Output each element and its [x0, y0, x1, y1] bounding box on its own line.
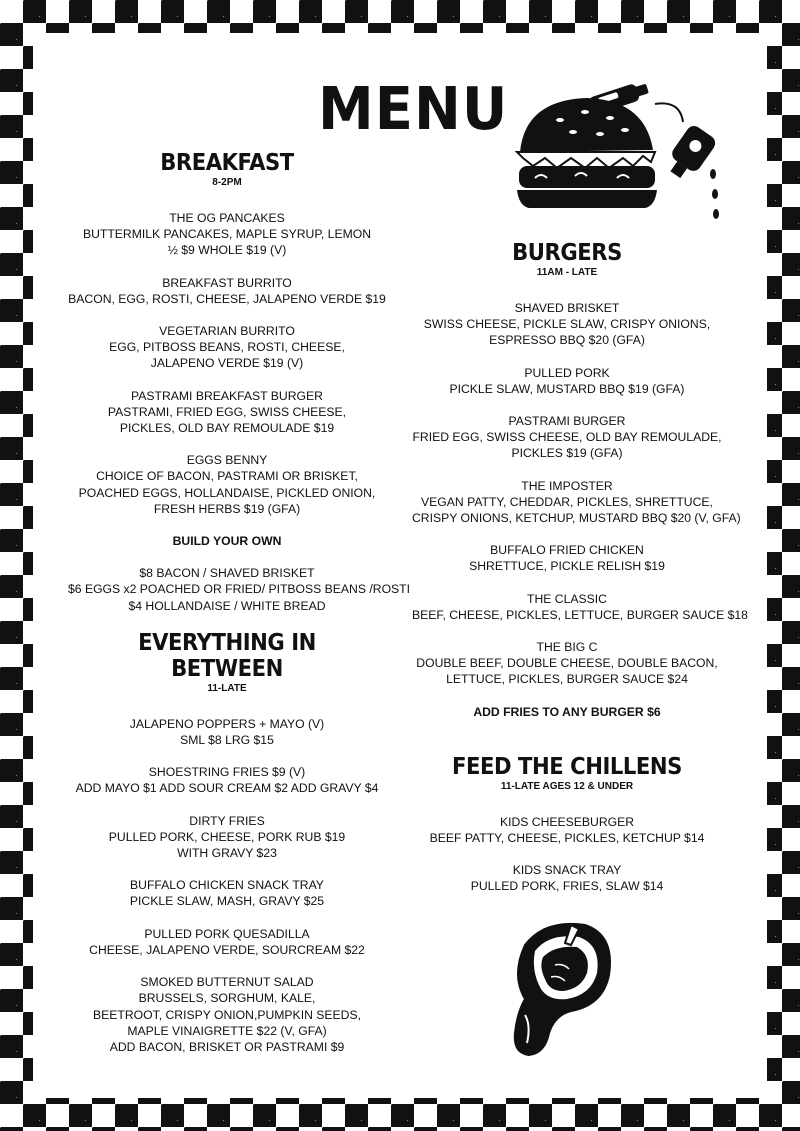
- menu-item: [412, 542, 722, 574]
- item-name: SMOKED BUTTERNUT SALAD: [140, 975, 314, 990]
- menu-item: [68, 275, 386, 307]
- burger-illustration-icon: [505, 82, 730, 232]
- item-desc: BRUSSELS, SORGHUM, KALE,: [138, 991, 316, 1006]
- item-name: THE CLASSIC: [527, 591, 607, 606]
- menu-item: [68, 716, 386, 748]
- item-desc: SML $8 LRG $15: [180, 733, 274, 748]
- item-name: DIRTY FRIES: [189, 813, 265, 828]
- item-name: BREAKFAST BURRITO: [162, 275, 292, 290]
- item-desc: PICKLE SLAW, MUSTARD BBQ $19 (GFA): [449, 381, 685, 396]
- item-name: SHAVED BRISKET: [514, 301, 620, 315]
- item-name: PASTRAMI BURGER: [508, 414, 626, 429]
- page-title: MENU: [318, 75, 509, 144]
- add-fries-note: ADD FRIES TO ANY BURGER $6: [473, 704, 661, 719]
- item-name: BUFFALO CHICKEN SNACK TRAY: [130, 878, 324, 893]
- item-desc: VEGAN PATTY, CHEDDAR, PICKLES, SHRETTUCE,: [421, 494, 713, 509]
- menu-item: [412, 814, 722, 846]
- left-column: [68, 150, 411, 1071]
- item-desc: EGG, PITBOSS BEANS, ROSTI, CHEESE,: [109, 340, 345, 355]
- item-desc: LETTUCE, PICKLES, BURGER SAUCE $24: [446, 672, 688, 687]
- breakfast-title: BREAKFAST: [160, 150, 294, 176]
- item-desc: PASTRAMI, FRIED EGG, SWISS CHEESE,: [107, 404, 347, 419]
- item-desc: FRESH HERBS $19 (GFA): [153, 501, 301, 516]
- menu-item: [68, 323, 386, 372]
- burgers-hours: 11AM - LATE: [536, 267, 598, 278]
- item-desc: SWISS CHEESE, PICKLE SLAW, CRISPY ONIONS,: [423, 317, 711, 332]
- extra-line: $6 EGGS x2 POACHED OR FRIED/ PITBOSS BEANS /ROSTI: [68, 582, 411, 597]
- item-desc: BEEF, CHEESE, PICKLES, LETTUCE, BURGER SAUCE $18: [412, 607, 748, 622]
- item-name: SHOESTRING FRIES $9 (V): [148, 765, 306, 780]
- item-name: THE OG PANCAKES: [169, 211, 285, 225]
- burgers-title: BURGERS: [512, 240, 622, 266]
- item-name: THE BIG C: [536, 640, 598, 655]
- item-desc: JALAPENO VERDE $19 (V): [150, 356, 304, 371]
- right-column: [412, 240, 748, 911]
- item-name: PULLED PORK: [524, 365, 610, 380]
- item-desc: CHEESE, JALAPENO VERDE, SOURCREAM $22: [89, 942, 365, 957]
- item-desc: PULLED PORK, CHEESE, PORK RUB $19: [108, 829, 346, 844]
- item-desc: DOUBLE BEEF, DOUBLE CHEESE, DOUBLE BACON,: [416, 656, 718, 671]
- item-desc: SHRETTUCE, PICKLE RELISH $19: [469, 559, 665, 574]
- item-name: KIDS SNACK TRAY: [512, 863, 622, 878]
- build-your-own-heading: BUILD YOUR OWN: [172, 534, 282, 549]
- item-desc: BUTTERMILK PANCAKES, MAPLE SYRUP, LEMON: [82, 227, 372, 242]
- item-name: PULLED PORK QUESADILLA: [144, 926, 310, 941]
- item-desc: ADD BACON, BRISKET OR PASTRAMI $9: [109, 1039, 345, 1054]
- item-desc: ADD MAYO $1 ADD SOUR CREAM $2 ADD GRAVY $4: [75, 781, 379, 796]
- extra-line: $4 HOLLANDAISE / WHITE BREAD: [128, 598, 326, 613]
- menu-item: [68, 210, 386, 259]
- item-desc: BEETROOT, CRISPY ONION,PUMPKIN SEEDS,: [93, 1007, 361, 1022]
- item-desc: MAPLE VINAIGRETTE $22 (V, GFA): [127, 1023, 327, 1038]
- menu-item: [412, 365, 722, 397]
- item-desc: ½ $9 WHOLE $19 (V): [167, 243, 287, 258]
- steak-illustration-icon: [505, 915, 625, 1065]
- breakfast-hours: 8-2PM: [212, 177, 242, 188]
- item-desc: PICKLE SLAW, MASH, GRAVY $25: [129, 894, 325, 909]
- item-desc: PULLED PORK, FRIES, SLAW $14: [470, 879, 664, 894]
- build-your-own-extras: [68, 565, 411, 614]
- item-name: BUFFALO FRIED CHICKEN: [490, 543, 644, 558]
- item-desc: PICKLES $19 (GFA): [511, 446, 623, 461]
- item-name: JALAPENO POPPERS + MAYO (V): [129, 716, 325, 731]
- menu-item: [412, 300, 722, 349]
- menu-item: [412, 591, 748, 623]
- item-name: EGGS BENNY: [186, 453, 268, 468]
- item-desc: PICKLES, OLD BAY REMOULADE $19: [119, 421, 335, 436]
- menu-item: [412, 413, 722, 462]
- menu-item: [68, 877, 386, 909]
- menu-item: [68, 452, 386, 517]
- menu-item: [68, 926, 386, 958]
- menu-item: [412, 862, 722, 894]
- item-desc: POACHED EGGS, HOLLANDAISE, PICKLED ONION,: [78, 485, 376, 500]
- everything-in-between-hours: 11-LATE: [207, 682, 247, 694]
- item-desc: BEEF PATTY, CHEESE, PICKLES, KETCHUP $14: [429, 831, 705, 846]
- menu-item: [68, 764, 386, 796]
- item-name: KIDS CHEESEBURGER: [499, 814, 635, 829]
- item-desc: BACON, EGG, ROSTI, CHEESE, JALAPENO VERDE $19: [68, 291, 386, 306]
- item-name: THE IMPOSTER: [521, 478, 613, 493]
- kids-hours: 11-LATE AGES 12 & UNDER: [500, 780, 634, 792]
- item-desc: ESPRESSO BBQ $20 (GFA): [489, 333, 645, 348]
- menu-item: [412, 639, 722, 688]
- menu-item: [68, 813, 386, 862]
- menu-item: [412, 478, 741, 527]
- extra-line: $8 BACON / SHAVED BRISKET: [139, 566, 315, 581]
- item-name: VEGETARIAN BURRITO: [159, 324, 295, 339]
- item-desc: FRIED EGG, SWISS CHEESE, OLD BAY REMOULADE,: [412, 430, 722, 445]
- item-name: PASTRAMI BREAKFAST BURGER: [131, 388, 323, 403]
- everything-in-between-title: EVERYTHING IN BETWEEN: [138, 629, 316, 682]
- menu-item: [68, 388, 386, 437]
- item-desc: WITH GRAVY $23: [177, 846, 277, 861]
- kids-title: FEED THE CHILLENS: [452, 753, 682, 780]
- item-desc: CHOICE OF BACON, PASTRAMI OR BRISKET,: [96, 469, 358, 484]
- item-desc: CRISPY ONIONS, KETCHUP, MUSTARD BBQ $20 (V, GFA): [412, 511, 741, 526]
- menu-item: [68, 974, 386, 1055]
